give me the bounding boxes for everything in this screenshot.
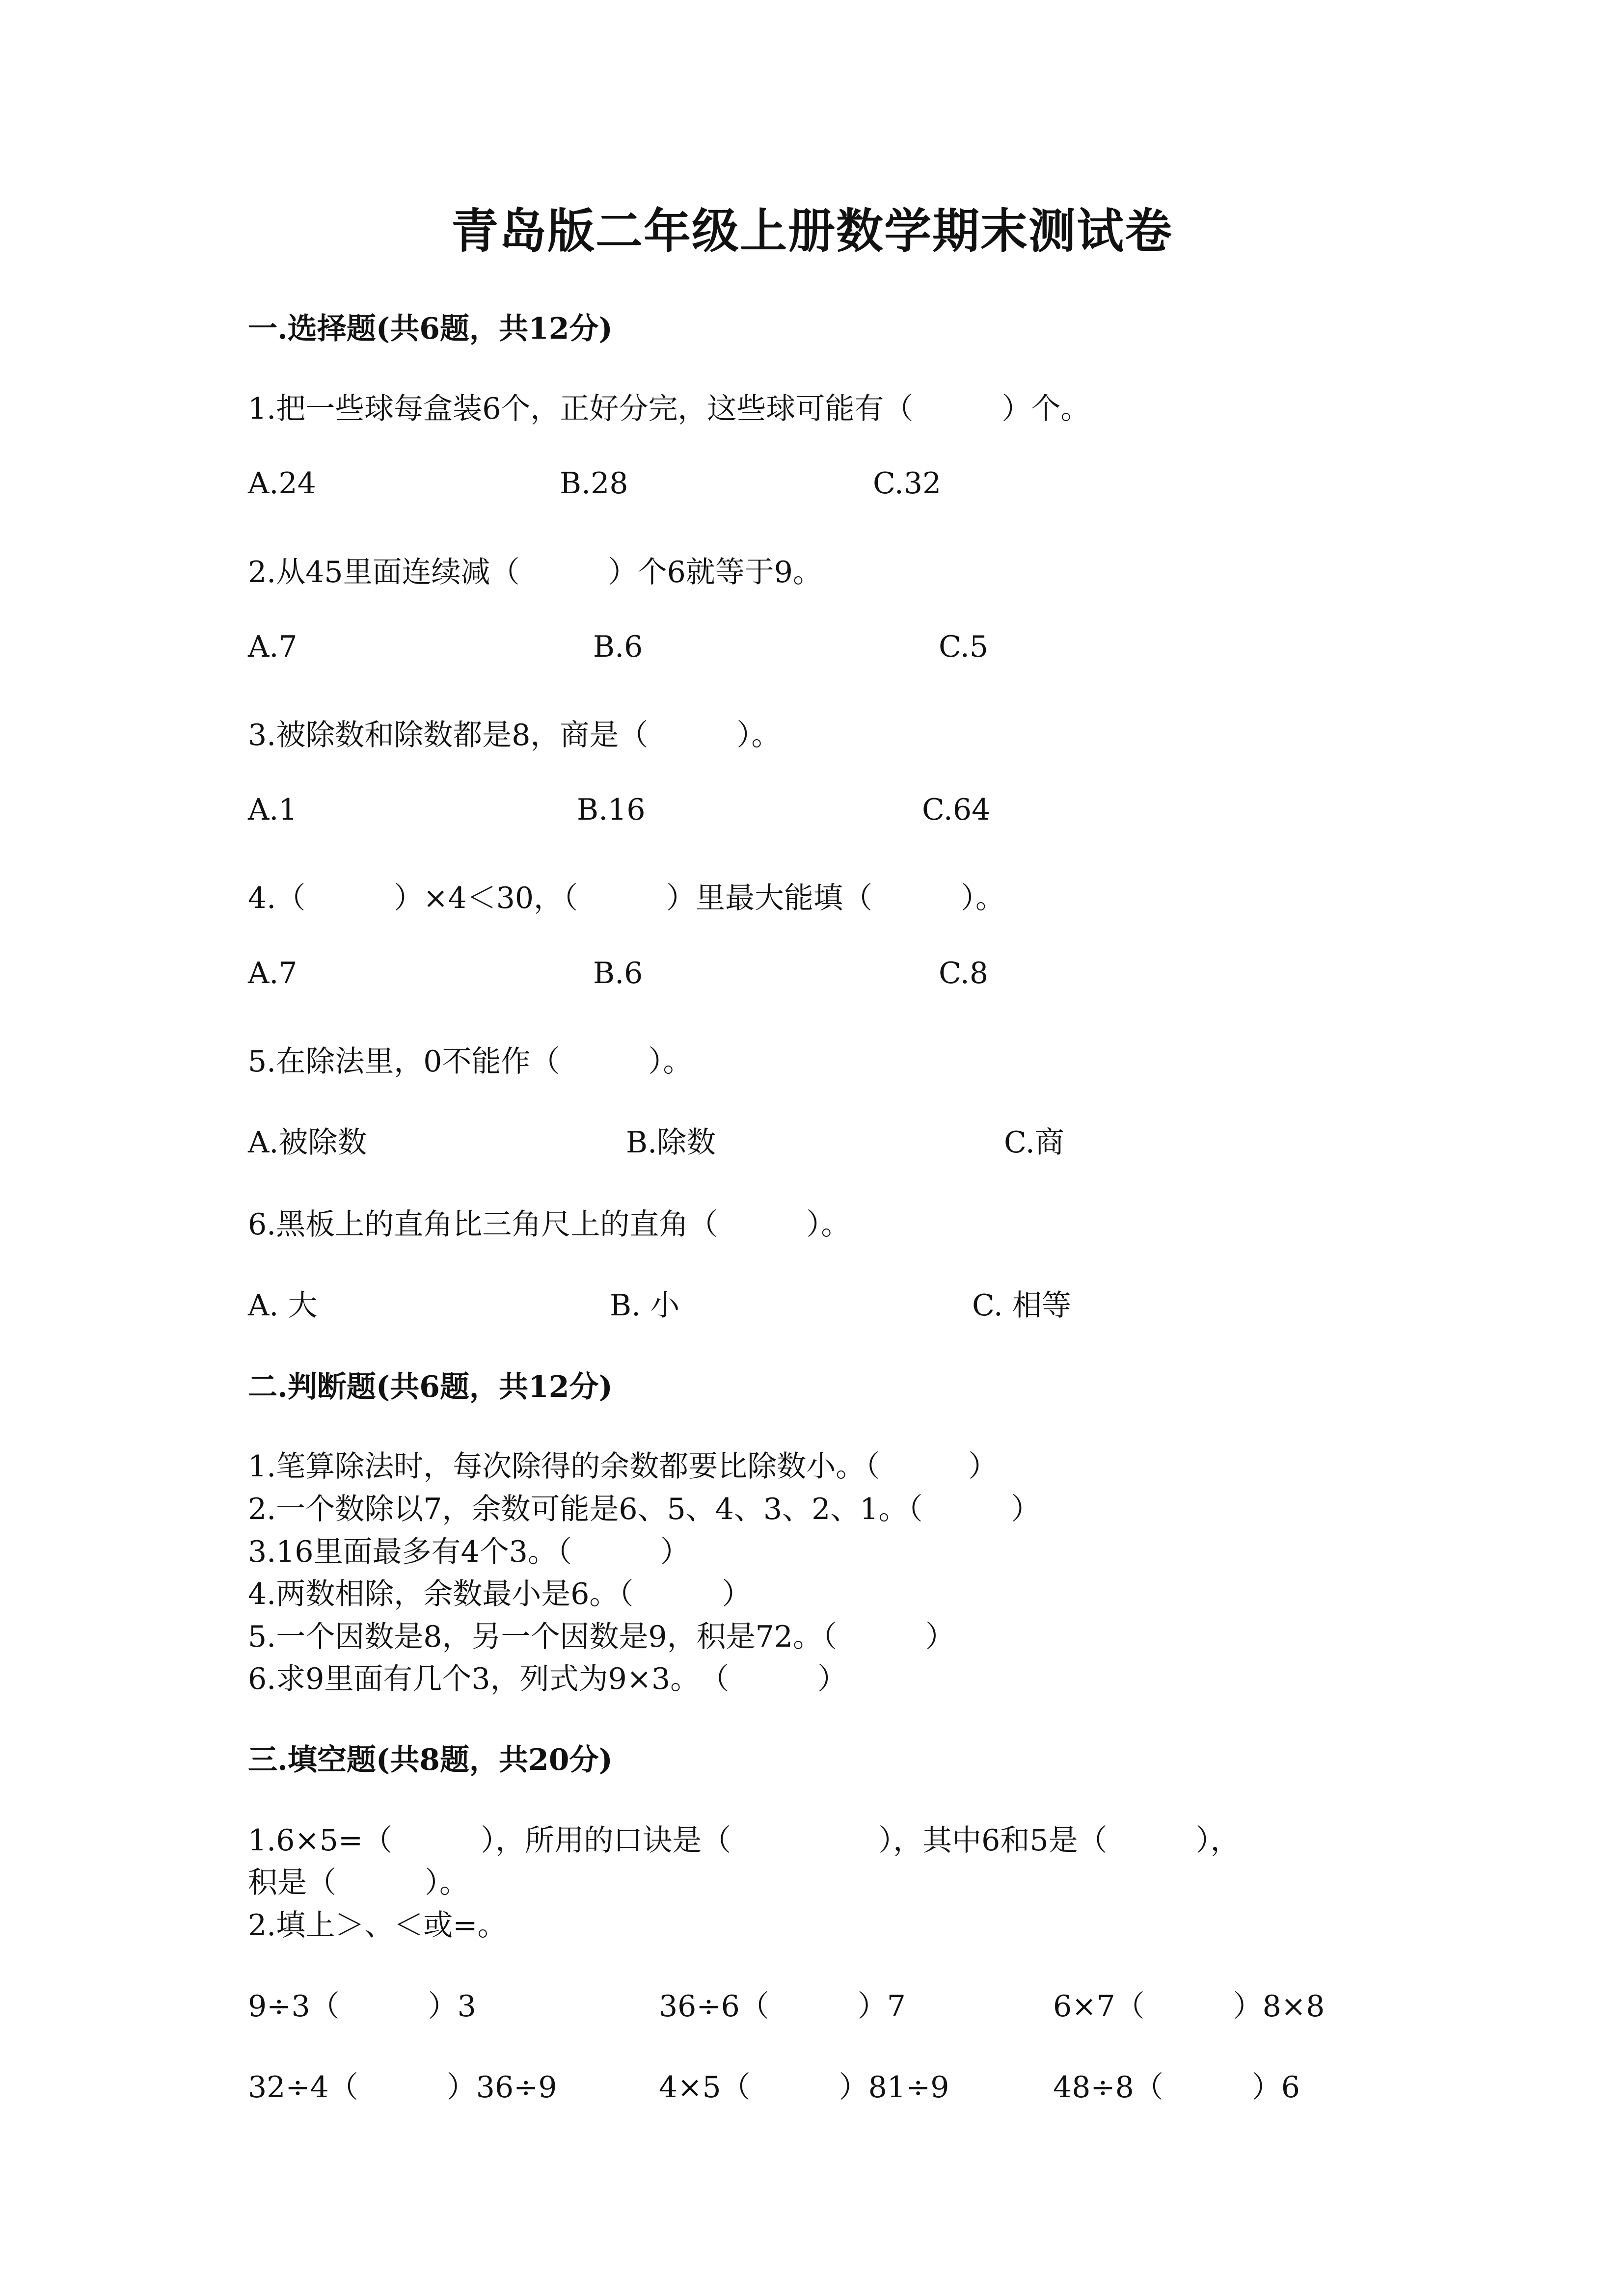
- option-b: B.16: [577, 793, 646, 827]
- compare-item: 32÷4（ ）36÷9: [248, 2070, 557, 2105]
- fill-question-line: 积是（ ）。: [248, 1866, 469, 1900]
- judgement-item: 5.一个因数是8，另一个因数是9，积是72。（ ）: [248, 1620, 955, 1654]
- section-heading-choice: 一.选择题(共6题，共12分): [248, 312, 613, 346]
- option-c: C.32: [873, 466, 942, 501]
- option-b: B.6: [593, 630, 643, 664]
- judgement-item: 1.笔算除法时，每次除得的余数都要比除数小。（ ）: [248, 1449, 998, 1484]
- option-a: A. 大: [248, 1288, 318, 1323]
- option-a: A.7: [248, 956, 298, 990]
- option-c: C.64: [922, 793, 991, 827]
- fill-question-line: 1.6×5=（ ），所用的口诀是（ ），其中6和5是（ ），: [248, 1823, 1240, 1858]
- option-c: C.5: [939, 630, 989, 664]
- option-a: A.7: [248, 630, 298, 664]
- page-title: 青岛版二年级上册数学期末测试卷: [451, 203, 1173, 259]
- judgement-item: 6.求9里面有几个3，列式为9×3。 （ ）: [248, 1662, 847, 1696]
- question-stem: 6.黑板上的直角比三角尺上的直角（ ）。: [248, 1207, 851, 1242]
- option-b: B.6: [593, 956, 643, 990]
- option-b: B.28: [560, 466, 628, 501]
- compare-item: 36÷6（ ）7: [659, 1989, 906, 2024]
- question-stem: 4.（ ）×4＜30，（ ）里最大能填（ ）。: [248, 881, 1005, 915]
- option-c: C. 相等: [972, 1288, 1071, 1323]
- compare-item: 48÷8（ ）6: [1053, 2070, 1300, 2105]
- question-stem: 2.从45里面连续减（ ）个6就等于9。: [248, 555, 822, 589]
- compare-item: 6×7（ ）8×8: [1053, 1989, 1325, 2024]
- question-stem: 1.把一些球每盒装6个，正好分完，这些球可能有（ ）个。: [248, 392, 1090, 426]
- option-a: A.被除数: [248, 1125, 367, 1160]
- section-heading-true-false: 二.判断题(共6题，共12分): [248, 1370, 613, 1404]
- option-a: A.24: [248, 466, 316, 501]
- compare-item: 4×5（ ）81÷9: [659, 2070, 949, 2105]
- option-c: C.8: [939, 956, 989, 990]
- judgement-item: 3.16里面最多有4个3。（ ）: [248, 1535, 690, 1569]
- question-stem: 5.在除法里，0不能作（ ）。: [248, 1044, 693, 1079]
- compare-item: 9÷3（ ）3: [248, 1989, 476, 2024]
- question-stem: 3.被除数和除数都是8，商是（ ）。: [248, 718, 781, 752]
- option-b: B.除数: [626, 1125, 716, 1160]
- fill-question-line: 2.填上＞、＜或=。: [248, 1908, 507, 1943]
- option-a: A.1: [248, 793, 298, 827]
- judgement-item: 2.一个数除以7，余数可能是6、5、4、3、2、1。（ ）: [248, 1492, 1041, 1526]
- option-c: C.商: [1004, 1125, 1064, 1160]
- section-heading-fill-blank: 三.填空题(共8题，共20分): [248, 1743, 613, 1777]
- judgement-item: 4.两数相除，余数最小是6。（ ）: [248, 1577, 752, 1611]
- option-b: B. 小: [610, 1288, 680, 1323]
